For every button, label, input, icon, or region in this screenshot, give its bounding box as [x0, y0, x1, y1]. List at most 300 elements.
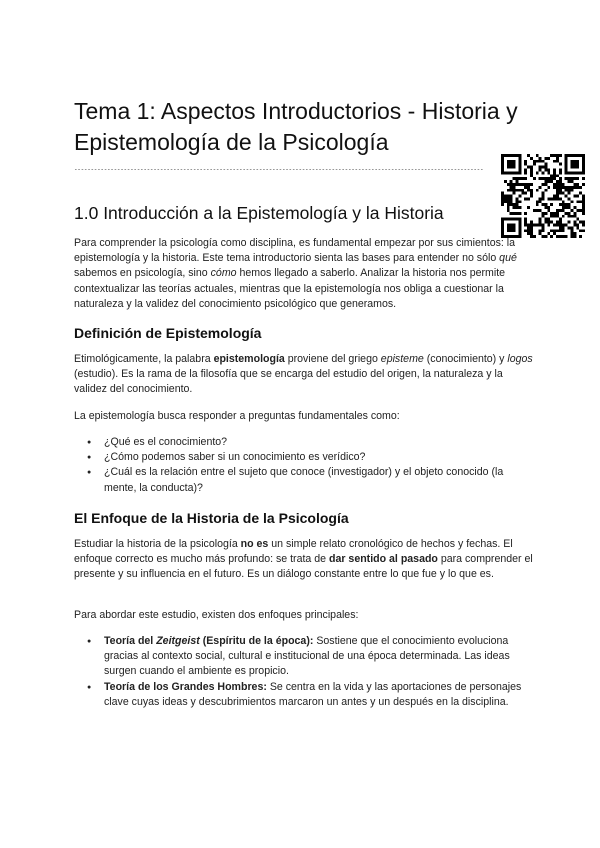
qr-module [565, 203, 568, 206]
qr-module [544, 189, 547, 192]
qr-module [562, 192, 565, 195]
qr-module [565, 195, 568, 198]
qr-module [513, 218, 516, 221]
qr-module [573, 221, 576, 224]
qr-module [542, 166, 545, 169]
qr-module [562, 229, 565, 232]
qr-module [518, 232, 521, 235]
qr-module [556, 192, 559, 195]
qr-module [524, 197, 527, 200]
qr-module [568, 197, 571, 200]
qr-module [539, 232, 542, 235]
qr-module [515, 183, 518, 186]
qr-module [507, 160, 510, 163]
qr-module [542, 160, 545, 163]
qr-module [582, 166, 585, 169]
qr-module [556, 235, 559, 238]
qr-module [539, 168, 542, 171]
qr-module [565, 163, 568, 166]
qr-module [579, 154, 582, 157]
qr-module [550, 215, 553, 218]
qr-module [547, 180, 550, 183]
qr-module [507, 200, 510, 203]
qr-module [539, 224, 542, 227]
qr-module [565, 177, 568, 180]
qr-module [559, 229, 562, 232]
qr-module [515, 203, 518, 206]
qr-module [559, 189, 562, 192]
qr-module [524, 186, 527, 189]
qr-module [542, 192, 545, 195]
qr-module [544, 235, 547, 238]
qr-code-icon [501, 154, 585, 238]
qr-module [513, 166, 516, 169]
qr-module [518, 229, 521, 232]
qr-module [510, 229, 513, 232]
qr-module [515, 177, 518, 180]
qr-module [568, 177, 571, 180]
qr-module [501, 226, 504, 229]
qr-module [547, 232, 550, 235]
qr-module [539, 200, 542, 203]
qr-module [524, 229, 527, 232]
qr-module [504, 200, 507, 203]
qr-module [568, 189, 571, 192]
qr-module [542, 224, 545, 227]
qr-module [536, 189, 539, 192]
qr-module [556, 224, 559, 227]
qr-module [571, 177, 574, 180]
qr-module [524, 177, 527, 180]
qr-module [530, 192, 533, 195]
qr-module [568, 186, 571, 189]
definition-paragraph: Etimológicamente, la palabra epistemología proviene del griego episteme (conocimiento) y logos (estudio). Es la rama de la filosofía que se encarga del estudio del origen, la naturaleza y la validez del conocimiento. [74, 353, 533, 396]
qr-module [565, 168, 568, 171]
qr-module [501, 203, 504, 206]
qr-module [562, 183, 565, 186]
qr-module [559, 224, 562, 227]
qr-module [571, 154, 574, 157]
qr-module [533, 160, 536, 163]
qr-module [510, 203, 513, 206]
qr-module [542, 183, 545, 186]
qr-module [544, 221, 547, 224]
qr-module [510, 183, 513, 186]
qr-module [571, 180, 574, 183]
qr-module [510, 224, 513, 227]
qr-module [518, 212, 521, 215]
qr-module [521, 192, 524, 195]
qr-module [518, 221, 521, 224]
qr-module [513, 212, 516, 215]
qr-module [550, 174, 553, 177]
qr-module [501, 218, 504, 221]
qr-module [530, 166, 533, 169]
qr-module [504, 197, 507, 200]
qr-module [507, 183, 510, 186]
list-item: ● ¿Cuál es la relación entre el sujeto que conoce (investigador) y el objeto conocido (la mente, la conducta)? [74, 465, 536, 495]
list-item: ● Teoría de los Grandes Hombres: Se centra en la vida y las aportaciones de personajes clave cuyas ideas y descubrimientos marcaron un antes y un después en la disciplina. [74, 680, 536, 710]
qr-module [582, 154, 585, 157]
qr-module [582, 203, 585, 206]
qr-module [573, 186, 576, 189]
qr-module [542, 212, 545, 215]
qr-module [542, 177, 545, 180]
qr-module [521, 177, 524, 180]
qr-module [573, 224, 576, 227]
qr-module [524, 163, 527, 166]
qr-module [518, 226, 521, 229]
qr-module [573, 160, 576, 163]
qr-module [576, 183, 579, 186]
qr-module [571, 171, 574, 174]
qr-module [576, 166, 579, 169]
qr-module [559, 171, 562, 174]
qr-module [518, 195, 521, 198]
qr-module [530, 226, 533, 229]
qr-module [518, 218, 521, 221]
qr-module [504, 218, 507, 221]
qr-module [527, 183, 530, 186]
qr-module [504, 180, 507, 183]
qr-module [553, 224, 556, 227]
qr-module [582, 160, 585, 163]
qr-module [527, 206, 530, 209]
qr-module [573, 195, 576, 198]
qr-module [547, 177, 550, 180]
qr-module [539, 209, 542, 212]
qr-module [539, 177, 542, 180]
qr-module [576, 171, 579, 174]
qr-module [556, 183, 559, 186]
approaches-intro: Para abordar este estudio, existen dos enfoques principales: [74, 609, 359, 621]
qr-module [513, 186, 516, 189]
qr-module [579, 221, 582, 224]
qr-module [582, 177, 585, 180]
qr-module [510, 218, 513, 221]
qr-module [510, 166, 513, 169]
qr-module [579, 229, 582, 232]
qr-module [550, 203, 553, 206]
qr-module [542, 229, 545, 232]
qr-module [501, 160, 504, 163]
qr-module [556, 212, 559, 215]
qr-module [524, 183, 527, 186]
qr-module [539, 197, 542, 200]
qr-module [556, 195, 559, 198]
qr-module [553, 186, 556, 189]
qr-module [547, 209, 550, 212]
qr-module [507, 224, 510, 227]
qr-module [559, 163, 562, 166]
qr-module [547, 197, 550, 200]
qr-module [562, 226, 565, 229]
qr-module [518, 189, 521, 192]
qr-module [573, 232, 576, 235]
qr-module [527, 154, 530, 157]
qr-module [553, 232, 556, 235]
qr-module [582, 206, 585, 209]
qr-module [544, 166, 547, 169]
qr-module [556, 186, 559, 189]
qr-module [573, 154, 576, 157]
qr-module [576, 160, 579, 163]
qr-module [568, 180, 571, 183]
qr-module [565, 224, 568, 227]
qr-module [518, 157, 521, 160]
qr-module [565, 235, 568, 238]
qr-module [510, 226, 513, 229]
qr-module [547, 221, 550, 224]
qr-module [571, 229, 574, 232]
intro-paragraph: Para comprender la psicología como disciplina, es fundamental empezar por sus cimientos: la epistemología y la historia. Este tema introductorio sienta las bases para entender no sólo qué sabemos en psicología, sino cómo hemos llegado a saberlo. Analizar la historia nos permite contextualizar las teorías actuales, mientras que la epistemología nos obliga a cuestionar la naturaleza y la validez del conocimiento psicológico que generamos. [74, 237, 517, 310]
qr-module [510, 180, 513, 183]
qr-module [568, 192, 571, 195]
qr-module [510, 186, 513, 189]
qr-module [553, 177, 556, 180]
qr-module [568, 221, 571, 224]
separator-line: ---------------------------------------------------------------------------------------------------------------------------- [74, 166, 484, 173]
qr-module [556, 189, 559, 192]
qr-module [501, 171, 504, 174]
qr-module [515, 197, 518, 200]
document-title: Tema 1: Aspectos Introductorios - Historia y Epistemología de la Psicología [74, 98, 518, 155]
qr-module [507, 218, 510, 221]
qr-module [536, 224, 539, 227]
qr-module [518, 154, 521, 157]
qr-module [527, 224, 530, 227]
qr-module [571, 226, 574, 229]
qr-module [556, 215, 559, 218]
list-item: ● ¿Cómo podemos saber si un conocimiento es verídico? [74, 450, 536, 465]
qr-module [530, 189, 533, 192]
qr-module [582, 212, 585, 215]
qr-module [513, 226, 516, 229]
qr-module [510, 212, 513, 215]
qr-module [544, 163, 547, 166]
qr-module [579, 209, 582, 212]
qr-module [524, 212, 527, 215]
qr-module [536, 160, 539, 163]
qr-module [576, 226, 579, 229]
qr-module [507, 195, 510, 198]
qr-module [544, 212, 547, 215]
qr-module [576, 218, 579, 221]
qr-module [518, 206, 521, 209]
qr-module [568, 203, 571, 206]
qr-module [513, 163, 516, 166]
qr-module [507, 209, 510, 212]
qr-module [527, 229, 530, 232]
qr-module [501, 166, 504, 169]
qr-module [550, 235, 553, 238]
qr-module [579, 186, 582, 189]
qr-module [530, 195, 533, 198]
qr-module [530, 183, 533, 186]
qr-module [553, 195, 556, 198]
qr-module [559, 226, 562, 229]
qr-module [513, 154, 516, 157]
qr-module [571, 215, 574, 218]
qr-module [571, 235, 574, 238]
qr-module [501, 154, 504, 157]
qr-module [527, 226, 530, 229]
qr-module [565, 166, 568, 169]
qr-module [536, 171, 539, 174]
qr-module [573, 177, 576, 180]
qr-module [576, 154, 579, 157]
qr-module [539, 221, 542, 224]
qr-module [501, 200, 504, 203]
qr-module [565, 154, 568, 157]
qr-module [571, 166, 574, 169]
qr-module [571, 186, 574, 189]
approaches-list [74, 634, 536, 710]
qr-module [542, 197, 545, 200]
qr-module [544, 168, 547, 171]
qr-module [539, 218, 542, 221]
qr-module [539, 157, 542, 160]
qr-module [576, 209, 579, 212]
qr-module [518, 168, 521, 171]
qr-module [559, 180, 562, 183]
qr-module [565, 157, 568, 160]
qr-module [513, 203, 516, 206]
qr-module [521, 183, 524, 186]
qr-module [556, 157, 559, 160]
qr-module [579, 235, 582, 238]
qr-module [510, 171, 513, 174]
qr-module [568, 215, 571, 218]
qr-module [582, 229, 585, 232]
qr-module [518, 171, 521, 174]
qr-module [565, 160, 568, 163]
qr-module [553, 160, 556, 163]
qr-module [565, 171, 568, 174]
qr-module [562, 209, 565, 212]
subheading-historia: El Enfoque de la Historia de la Psicología [74, 510, 349, 526]
qr-module [521, 189, 524, 192]
qr-module [515, 180, 518, 183]
qr-module [582, 200, 585, 203]
list-item: ● Teoría del Zeitgeist (Espíritu de la época): Sostiene que el conocimiento evoluciona gracias al contexto social, cultural e institucional de una época determinada. Las ideas surgen cuando el ambiente es propicio. [74, 634, 536, 680]
qr-module [576, 200, 579, 203]
qr-module [553, 174, 556, 177]
qr-module [501, 229, 504, 232]
qr-module [515, 206, 518, 209]
qr-module [510, 197, 513, 200]
qr-module [524, 160, 527, 163]
qr-module [507, 203, 510, 206]
qr-module [565, 189, 568, 192]
qr-module [562, 200, 565, 203]
qr-module [576, 177, 579, 180]
qr-module [559, 235, 562, 238]
qr-module [527, 189, 530, 192]
qr-module [573, 163, 576, 166]
qr-module [547, 218, 550, 221]
qr-module [544, 177, 547, 180]
qr-module [559, 218, 562, 221]
qr-module [510, 163, 513, 166]
qr-module [544, 203, 547, 206]
qr-module [550, 212, 553, 215]
qr-module [547, 157, 550, 160]
qr-module [504, 154, 507, 157]
qr-module [573, 215, 576, 218]
qr-module [515, 189, 518, 192]
qr-module [515, 171, 518, 174]
qr-module [573, 171, 576, 174]
qr-module [507, 166, 510, 169]
qr-module [582, 171, 585, 174]
qr-module [544, 180, 547, 183]
qr-module [527, 197, 530, 200]
qr-module [573, 166, 576, 169]
qr-module [556, 154, 559, 157]
qr-module [515, 200, 518, 203]
qr-module [513, 206, 516, 209]
qr-module [501, 195, 504, 198]
qr-module [553, 229, 556, 232]
qr-module [556, 160, 559, 163]
qr-module [559, 221, 562, 224]
historia-paragraph: Estudiar la historia de la psicología no es un simple relato cronológico de hechos y fechas. El enfoque correcto es mucho más profundo: se trata de dar sentido al pasado para comprender el presente y su influencia en el futuro. Es un diálogo constante entre lo que fue y lo que es. [74, 538, 533, 581]
qr-module [556, 229, 559, 232]
qr-module [515, 212, 518, 215]
qr-module [542, 203, 545, 206]
qr-module [501, 192, 504, 195]
qr-module [513, 189, 516, 192]
qr-module [530, 229, 533, 232]
qr-module [582, 209, 585, 212]
qr-module [530, 174, 533, 177]
qr-module [565, 206, 568, 209]
qr-module [518, 224, 521, 227]
qr-module [553, 168, 556, 171]
qr-module [550, 221, 553, 224]
qr-module [527, 232, 530, 235]
qr-module [518, 163, 521, 166]
qr-module [571, 160, 574, 163]
questions-intro: La epistemología busca responder a preguntas fundamentales como: [74, 410, 400, 422]
qr-module [562, 203, 565, 206]
qr-module [571, 209, 574, 212]
qr-module [504, 195, 507, 198]
qr-module [501, 157, 504, 160]
qr-module [539, 186, 542, 189]
qr-module [559, 154, 562, 157]
qr-module [530, 168, 533, 171]
qr-module [536, 200, 539, 203]
qr-module [582, 157, 585, 160]
qr-module [527, 166, 530, 169]
qr-module [530, 171, 533, 174]
qr-module [524, 192, 527, 195]
qr-module [539, 166, 542, 169]
qr-module [539, 229, 542, 232]
qr-module [513, 183, 516, 186]
qr-module [501, 168, 504, 171]
qr-module [568, 171, 571, 174]
qr-module [507, 229, 510, 232]
qr-module [507, 206, 510, 209]
qr-module [533, 163, 536, 166]
section-heading-intro: 1.0 Introducción a la Epistemología y la Historia [74, 203, 444, 223]
qr-module [553, 183, 556, 186]
qr-module [568, 212, 571, 215]
qr-module [571, 189, 574, 192]
